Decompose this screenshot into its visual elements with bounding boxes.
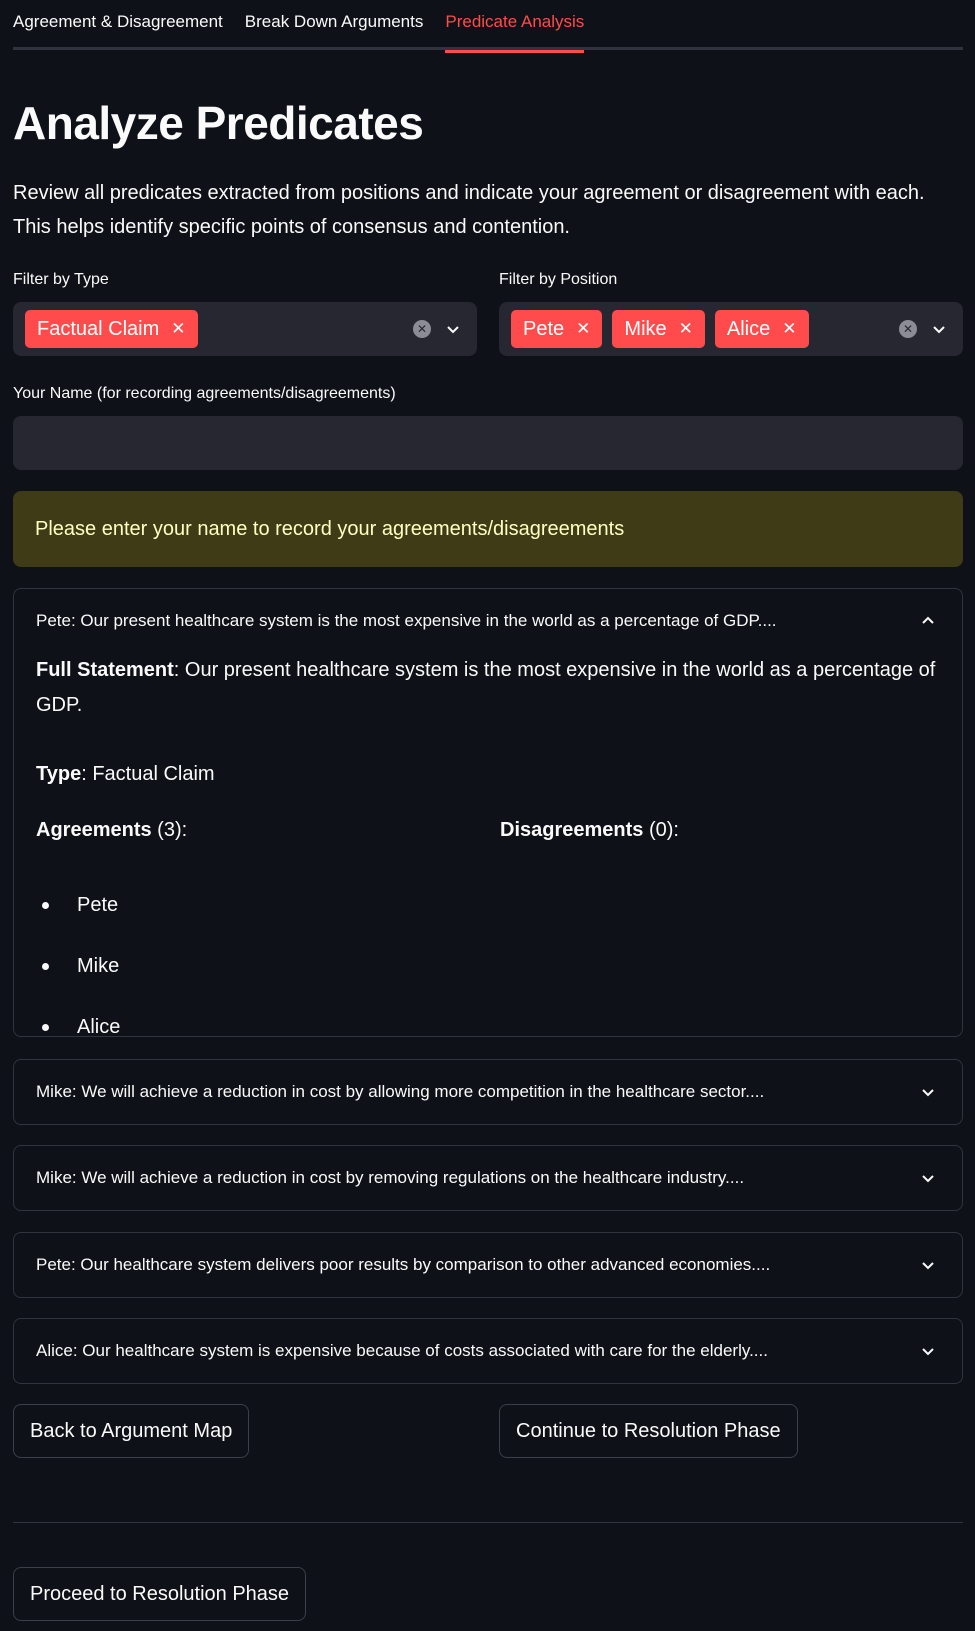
chip-remove-icon[interactable]: ✕ xyxy=(782,319,797,338)
back-to-argument-map-button[interactable]: Back to Argument Map xyxy=(13,1404,249,1458)
agreements-heading: Agreements (3): xyxy=(36,819,188,841)
predicate-expander xyxy=(13,1232,963,1298)
chip-label: Alice xyxy=(726,317,771,340)
chip-label: Mike xyxy=(624,317,667,340)
divider xyxy=(13,1522,963,1523)
chip-factual-claim xyxy=(25,310,198,348)
expander-header[interactable] xyxy=(14,1146,962,1210)
list-item: Mike xyxy=(36,936,120,997)
expander-header[interactable] xyxy=(14,1319,962,1383)
tab-break-down-arguments[interactable]: Break Down Arguments xyxy=(244,12,424,31)
page-title: Analyze Predicates xyxy=(13,97,424,149)
expander-title: Mike: We will achieve a reduction in cost by removing regulations on the healthcare industry.... xyxy=(36,1168,745,1187)
name-input-label: Your Name (for recording agreements/disagreements) xyxy=(13,385,396,402)
full-statement: Full Statement: Our present healthcare system is the most expensive in the world as a percentage of GDP. xyxy=(36,659,936,716)
expander-header[interactable] xyxy=(14,1060,962,1124)
expander-title: Mike: We will achieve a reduction in cost by allowing more competition in the healthcare sector.... xyxy=(36,1082,765,1101)
chevron-down-icon[interactable] xyxy=(920,1084,936,1100)
expander-header[interactable] xyxy=(14,1233,962,1297)
agreements-list xyxy=(36,875,120,1058)
chevron-down-icon[interactable] xyxy=(445,321,461,337)
expander-title: Alice: Our healthcare system is expensive because of costs associated with care for the elderly.... xyxy=(36,1341,768,1360)
chip-label: Factual Claim xyxy=(37,317,160,340)
predicate-type: Type: Factual Claim xyxy=(36,763,215,785)
clear-icon[interactable]: ✕ xyxy=(899,320,917,338)
list-item: Pete xyxy=(36,875,120,936)
list-item: Alice xyxy=(36,997,120,1058)
predicate-expander xyxy=(13,1145,963,1211)
filter-position-multiselect[interactable] xyxy=(499,302,963,356)
expander-title: Pete: Our healthcare system delivers poor results by comparison to other advanced economies.... xyxy=(36,1255,771,1274)
expander-title: Pete: Our present healthcare system is the most expensive in the world as a percentage of GDP.... xyxy=(36,611,777,630)
chip-remove-icon[interactable]: ✕ xyxy=(171,319,186,338)
disagreements-heading: Disagreements (0): xyxy=(500,819,679,841)
warning-alert: Please enter your name to record your agreements/disagreements xyxy=(13,491,963,567)
filter-position-label: Filter by Position xyxy=(499,271,618,288)
filter-type-label: Filter by Type xyxy=(13,271,109,288)
chip-remove-icon[interactable]: ✕ xyxy=(678,319,693,338)
chip-label: Pete xyxy=(523,317,565,340)
chevron-up-icon[interactable] xyxy=(920,613,936,629)
filter-type-multiselect[interactable] xyxy=(13,302,477,356)
chevron-down-icon[interactable] xyxy=(920,1257,936,1273)
name-input[interactable] xyxy=(13,416,963,470)
chevron-down-icon[interactable] xyxy=(920,1343,936,1359)
expander-body xyxy=(14,653,962,1038)
chip-alice xyxy=(715,310,809,348)
tab-predicate-analysis[interactable]: Predicate Analysis xyxy=(445,0,584,50)
chip-mike xyxy=(612,310,704,348)
continue-to-resolution-button[interactable]: Continue to Resolution Phase xyxy=(499,1404,798,1458)
chip-pete xyxy=(511,310,602,348)
chevron-down-icon[interactable] xyxy=(920,1170,936,1186)
clear-icon[interactable]: ✕ xyxy=(413,320,431,338)
tab-agreement-disagreement[interactable]: Agreement & Disagreement xyxy=(13,12,223,31)
expander-header[interactable] xyxy=(14,589,962,653)
chevron-down-icon[interactable] xyxy=(931,321,947,337)
tab-bar xyxy=(13,0,963,50)
predicate-expander xyxy=(13,1059,963,1125)
proceed-to-resolution-button[interactable]: Proceed to Resolution Phase xyxy=(13,1567,306,1621)
predicate-expander xyxy=(13,1318,963,1384)
chip-remove-icon[interactable]: ✕ xyxy=(576,319,591,338)
predicate-expander xyxy=(13,588,963,1037)
page-description: Review all predicates extracted from positions and indicate your agreement or disagreement with each. This helps identify specific points of consensus and contention. xyxy=(13,182,925,238)
